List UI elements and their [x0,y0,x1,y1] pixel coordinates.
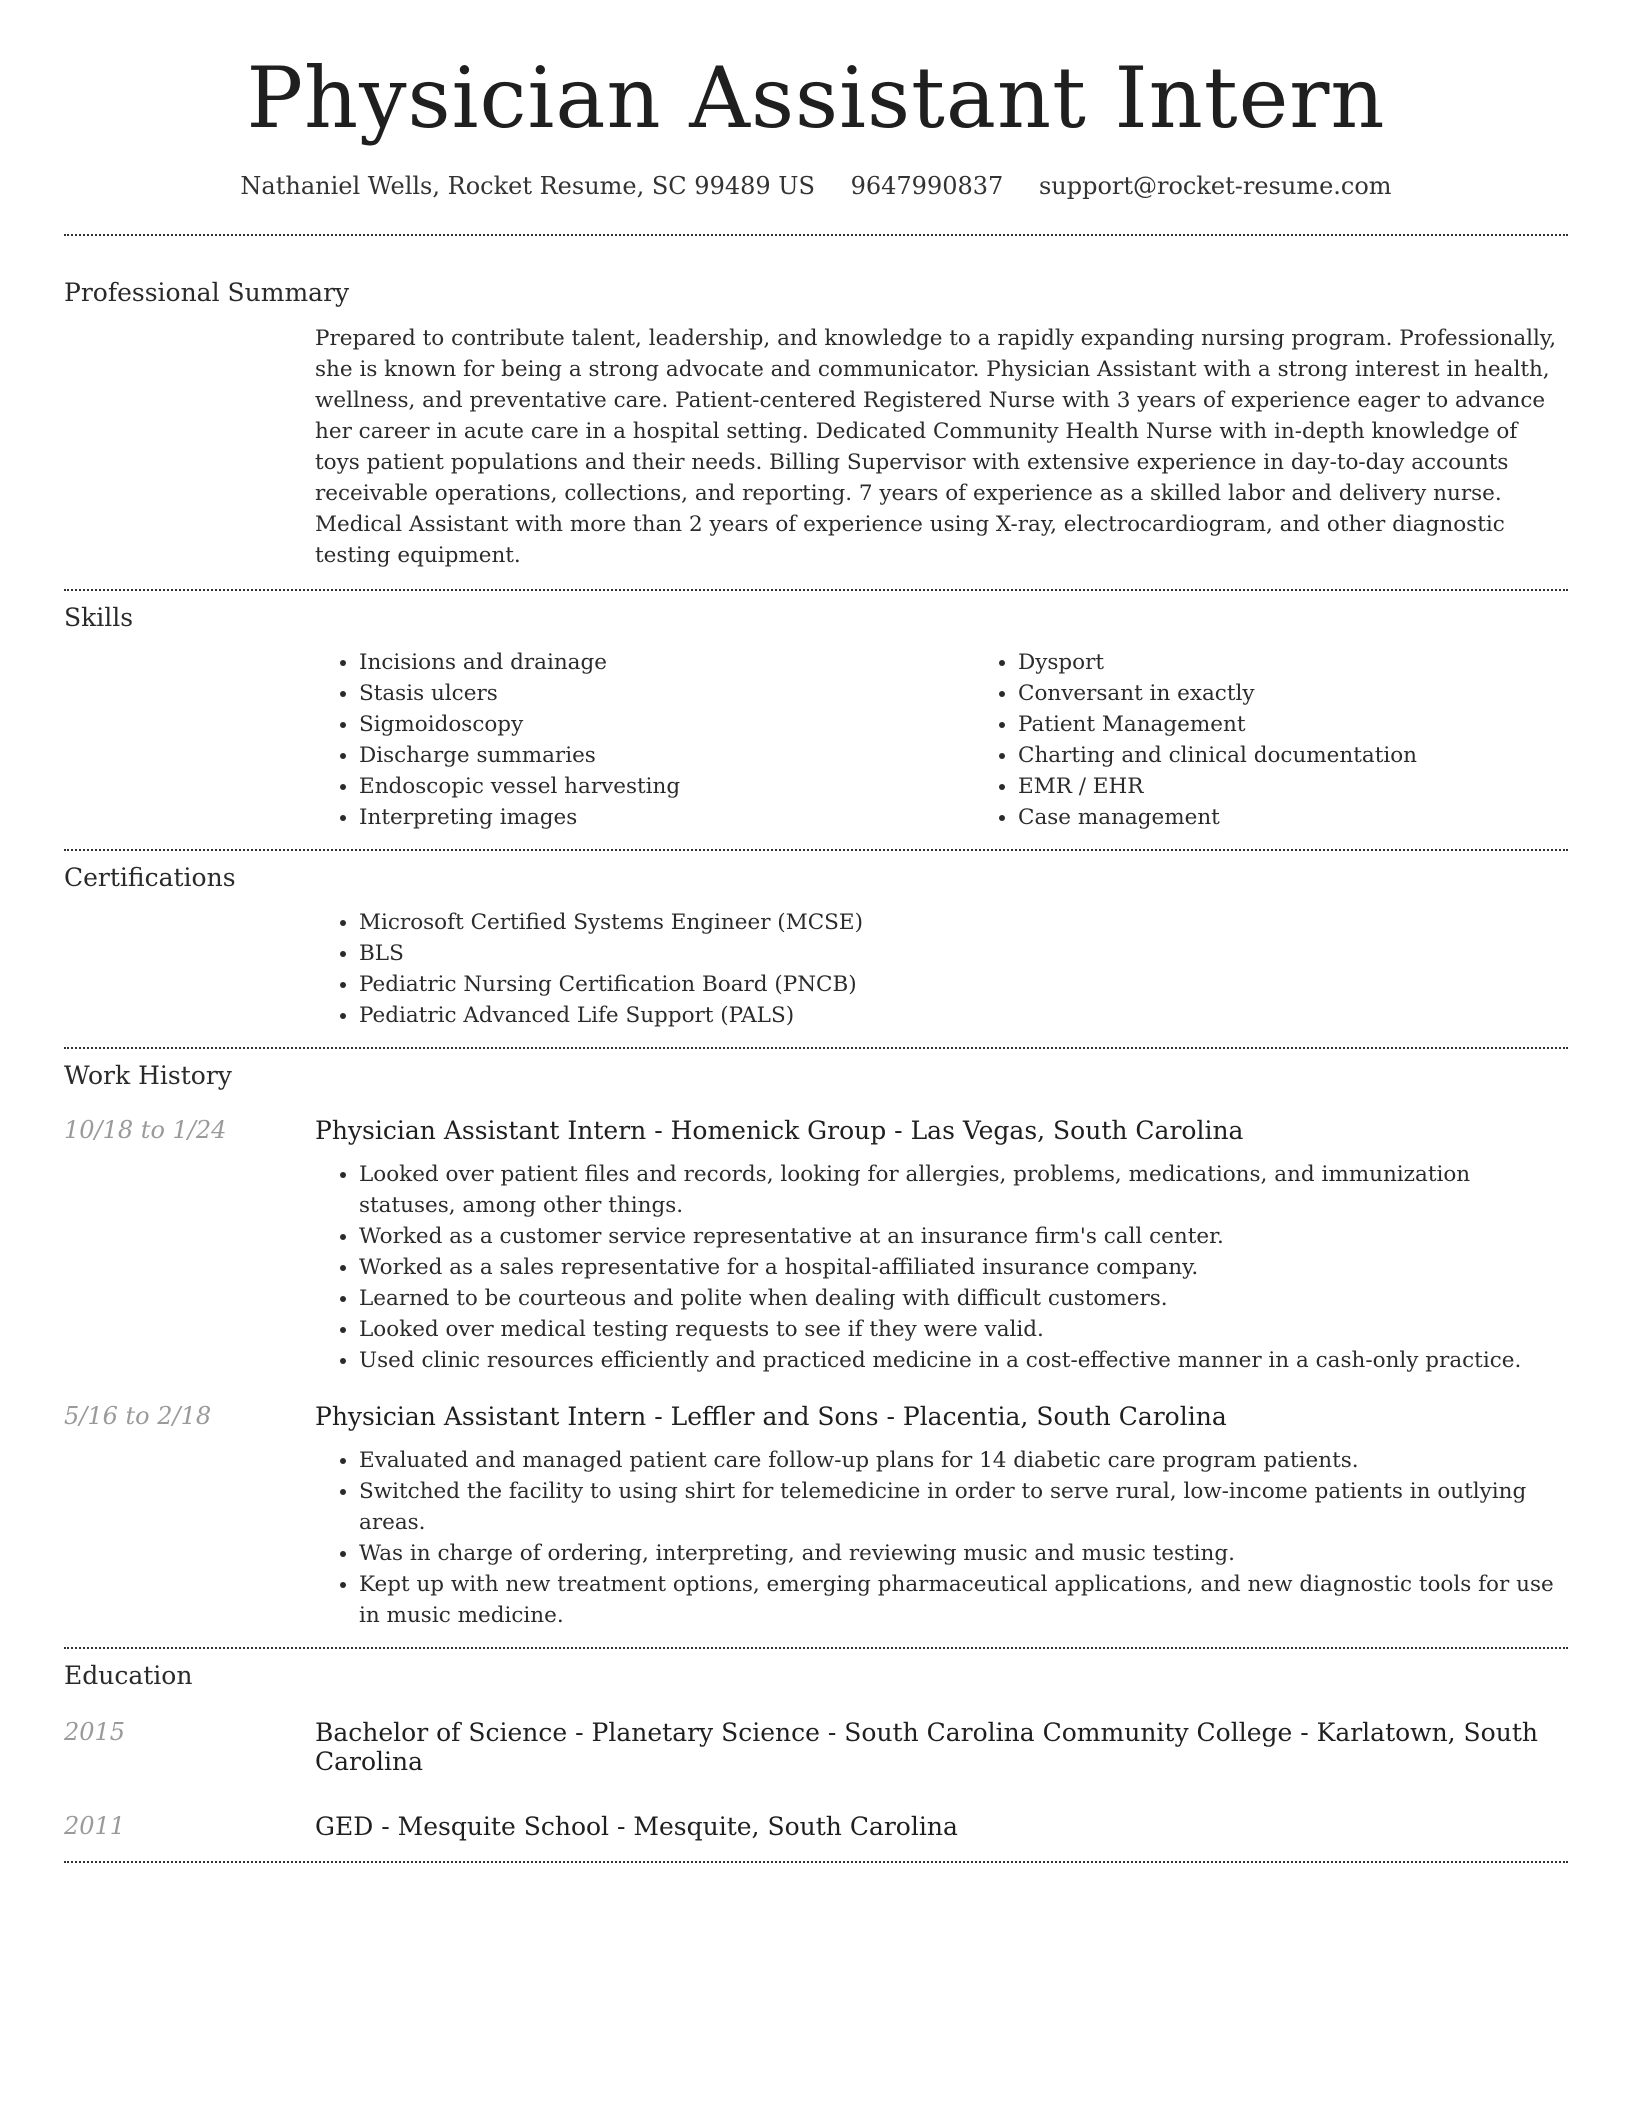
list-item: • Looked over medical testing requests to see if they were valid. [359,1314,1568,1345]
education-entry [64,1718,1568,1776]
education-year: 2011 [64,1812,126,1841]
job-dates: 5/16 to 2/18 [64,1402,212,1431]
list-item: • Pediatric Nursing Certification Board (PNCB) [359,969,1568,1000]
education-year: 2015 [64,1718,126,1747]
section-heading-certifications: Certifications [64,863,236,893]
skills-section [64,591,1568,833]
summary-section [64,236,1568,571]
job-entry [64,1116,1568,1376]
section-heading-work: Work History [64,1061,232,1091]
summary-text: Prepared to contribute talent, leadership, and knowledge to a rapidly expanding nursing program. Professionally, she is known for being a strong advocate and communicator. Physician Assistant with a strong interest in health, wellness, and preventative care. Patient-centered Registered Nurse with 3 years of experience eager to advance her career in acute care in a hospital setting. Dedicated Community Health Nurse with in-depth knowledge of toys patient populations and their needs. Billing Supervisor with extensive experience in day-to-day accounts receivable operations, collections, and reporting. 7 years of experience as a skilled labor and delivery nurse. Medical Assistant with more than 2 years of experience using X-ray, electrocardiogram, and other diagnostic testing equipment. [315,326,1557,569]
education-line: GED - Mesquite School - Mesquite, South Carolina [315,1812,958,1842]
list-item: • Learned to be courteous and polite when dealing with difficult customers. [359,1283,1568,1314]
section-heading-skills: Skills [64,603,134,633]
list-item: • Looked over patient files and records, looking for allergies, problems, medications, and immunization statuses, among other things. [359,1159,1568,1221]
job-bullets [315,1445,1568,1631]
job-dates: 10/18 to 1/24 [64,1116,227,1145]
section-heading-summary: Professional Summary [64,278,350,308]
list-item: • Conversant in exactly [1018,678,1632,709]
education-entry [64,1812,1568,1841]
list-item: • Stasis ulcers [359,678,974,709]
job-bullets [315,1159,1568,1376]
list-item: • Patient Management [1018,709,1632,740]
list-item: • EMR / EHR [1018,771,1632,802]
job-title-line: Physician Assistant Intern - Leffler and Sons - Placentia, South Carolina [315,1402,1227,1432]
list-item: • BLS [359,938,1568,969]
divider [64,1861,1568,1863]
certifications-list [315,907,1568,1031]
list-item: • Pediatric Advanced Life Support (PALS) [359,1000,1568,1031]
skills-list-right [974,647,1632,833]
list-item: • Worked as a customer service representative at an insurance firm's call center. [359,1221,1568,1252]
contact-email: support@rocket-resume.com [1038,172,1392,201]
section-heading-education: Education [64,1661,193,1691]
list-item: • Sigmoidoscopy [359,709,974,740]
job-title-line: Physician Assistant Intern - Homenick Group - Las Vegas, South Carolina [315,1116,1244,1146]
contact-address: Nathaniel Wells, Rocket Resume, SC 99489 US [240,172,815,201]
contact-line [64,172,1568,200]
list-item: • Switched the facility to using shirt for telemedicine in order to serve rural, low-income patients in outlying areas. [359,1476,1568,1538]
list-item: • Used clinic resources efficiently and practiced medicine in a cost-effective manner in a cash-only practice. [359,1345,1568,1376]
list-item: • Interpreting images [359,802,974,833]
list-item: • Worked as a sales representative for a hospital-affiliated insurance company. [359,1252,1568,1283]
education-line: Bachelor of Science - Planetary Science - South Carolina Community College - Karlatown, South Carolina [315,1718,1538,1777]
skills-list-left [315,647,974,833]
list-item: • Microsoft Certified Systems Engineer (MCSE) [359,907,1568,938]
list-item: • Discharge summaries [359,740,974,771]
list-item: • Dysport [1018,647,1632,678]
page-title: Physician Assistant Intern [246,49,1386,147]
job-entry [64,1402,1568,1631]
list-item: • Incisions and drainage [359,647,974,678]
certifications-section [64,851,1568,1031]
work-section [64,1049,1568,1631]
list-item: • Evaluated and managed patient care follow-up plans for 14 diabetic care program patients. [359,1445,1568,1476]
list-item: • Was in charge of ordering, interpreting, and reviewing music and music testing. [359,1538,1568,1569]
list-item: • Endoscopic vessel harvesting [359,771,974,802]
list-item: • Charting and clinical documentation [1018,740,1632,771]
list-item: • Case management [1018,802,1632,833]
list-item: • Kept up with new treatment options, emerging pharmaceutical applications, and new diagnostic tools for use in music medicine. [359,1569,1568,1631]
education-section [64,1649,1568,1841]
resume-header [64,0,1568,200]
contact-phone: 9647990837 [850,172,1004,201]
